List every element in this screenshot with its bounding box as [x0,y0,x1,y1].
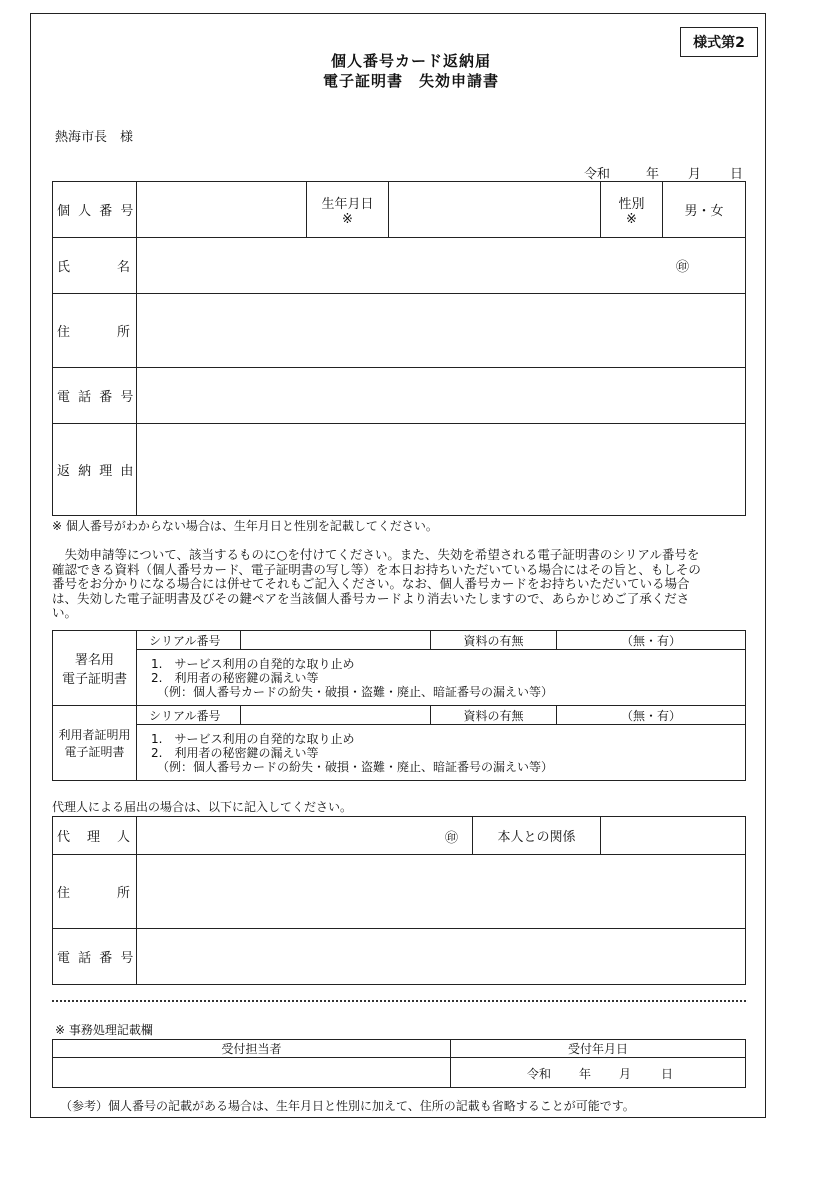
signature-document-options[interactable]: （無・有） [557,631,746,650]
date-day: 日 [730,167,744,182]
phone-label: 電 話 番 号 [53,368,137,424]
date-line [584,163,744,182]
receiver-label: 受付担当者 [53,1040,451,1058]
received-date-field[interactable] [451,1058,746,1088]
user-serial-label: シリアル番号 [137,706,241,725]
user-cert-label [53,706,137,781]
reason-item: 1. サービス利用の自発的な取り止め [151,731,355,746]
form-number: 様式第2 [680,27,758,57]
sex-mark: ※ [626,211,637,227]
office-date-year: 年 [579,1067,592,1081]
form-title-line1: 個人番号カード返納届 [330,52,491,70]
reason-label: 返 納 理 由 [53,424,137,516]
user-cert-label-line1: 利用者証明用 [58,728,131,742]
signature-document-label: 資料の有無 [431,631,557,650]
received-date-label: 受付年月日 [451,1040,746,1058]
signature-serial-label: シリアル番号 [137,631,241,650]
address-field[interactable] [137,294,746,368]
signature-cert-label [53,631,137,706]
reference-note: （参考）個人番号の記載がある場合は、生年月日と性別に加えて、住所の記載も省略することが可能です。 [60,1099,635,1113]
proxy-address-field[interactable] [137,855,746,929]
instruction-line: 確認できる資料（個人番号カード、電子証明書の写し等）を本日お持ちいただいている場合にはその旨と、もしその [52,561,701,577]
addressee: 熱海市長 様 [55,130,134,145]
office-date-month: 月 [619,1067,632,1081]
agent-label-1: 代 [57,830,71,845]
reason-item: 2. 利用者の秘密鍵の漏えい等 [151,670,319,685]
form-title-line2: 電子証明書 失効申請書 [322,72,499,90]
signature-reasons[interactable] [137,650,746,706]
date-year: 年 [646,167,660,182]
birthdate-field[interactable] [389,182,601,238]
user-document-label: 資料の有無 [431,706,557,725]
agent-label-2: 理 [86,830,100,845]
relation-field[interactable] [601,817,746,855]
proxy-phone-label: 電 話 番 号 [53,929,137,985]
sex-options[interactable]: 男・女 [663,182,746,238]
certificate-table [52,630,746,781]
office-table [52,1039,746,1088]
user-reasons[interactable] [137,725,746,781]
phone-field[interactable] [137,368,746,424]
reason-item: 1. サービス利用の自発的な取り止め [151,656,355,671]
reason-item: 2. 利用者の秘密鍵の漏えい等 [151,745,319,760]
instruction-line: 番号をお分かりになる場合には併せてそれもご記入ください。なお、個人番号カードをお持ちいただいている場合 [52,576,690,591]
agent-seal-mark: ㊞ [444,831,458,846]
individual-number-note: ※ 個人番号がわからない場合は、生年月日と性別を記載してください。 [52,519,438,533]
instruction-line: い。 [52,605,78,620]
name-label-2: 名 [116,260,130,275]
relation-label: 本人との関係 [473,817,601,855]
applicant-table [52,181,746,516]
name-label-1: 氏 [57,260,71,275]
sex-label-cell [601,182,663,238]
signature-serial-field[interactable] [241,631,431,650]
dotted-separator [52,1000,746,1002]
agent-label-3: 人 [116,830,130,845]
birthdate-label: 生年月日 [321,196,374,212]
proxy-address-label-2: 所 [116,886,130,901]
proxy-address-label-1: 住 [57,886,71,901]
individual-number-label: 個 人 番 号 [53,182,137,238]
sex-label: 性別 [618,196,645,212]
birthdate-label-cell [307,182,389,238]
birthdate-mark: ※ [342,211,353,227]
agent-label-cell [53,817,137,855]
seal-mark: ㊞ [675,260,689,275]
reason-example: （例：個人番号カードの紛失・破損・盗難・廃止、暗証番号の漏えい等） [151,684,554,699]
address-label-2: 所 [116,325,130,340]
proxy-note: 代理人による届出の場合は、以下に記入してください。 [52,800,353,814]
signature-cert-label-line2: 電子証明書 [61,672,127,687]
instruction-line: 失効申請等について、該当するものに○を付けてください。また、失効を希望される電子証明書のシリアル番号を [52,547,700,562]
individual-number-field[interactable] [137,182,307,238]
instruction-line: は、失効した電子証明書及びその鍵ペアを当該個人番号カードより消去いたしますので、あらかじめご了承くださ [52,590,690,606]
proxy-table [52,816,746,985]
date-month: 月 [688,167,702,182]
receiver-field[interactable] [53,1058,451,1088]
name-label-cell [53,238,137,294]
user-document-options[interactable]: （無・有） [557,706,746,725]
office-date-era: 令和 [527,1067,552,1081]
reason-example: （例：個人番号カードの紛失・破損・盗難・廃止、暗証番号の漏えい等） [151,759,554,774]
instructions [52,548,752,621]
agent-name-field[interactable] [137,817,473,855]
address-label-cell [53,294,137,368]
user-serial-field[interactable] [241,706,431,725]
user-cert-label-line2: 電子証明書 [64,745,125,759]
name-field[interactable] [137,238,746,294]
signature-cert-label-line1: 署名用 [74,653,114,668]
date-era: 令和 [584,167,611,182]
address-label-1: 住 [57,325,71,340]
office-section-title: ※ 事務処理記載欄 [55,1023,153,1037]
reason-field[interactable] [137,424,746,516]
proxy-phone-field[interactable] [137,929,746,985]
office-date-day: 日 [661,1067,674,1081]
proxy-address-label-cell [53,855,137,929]
